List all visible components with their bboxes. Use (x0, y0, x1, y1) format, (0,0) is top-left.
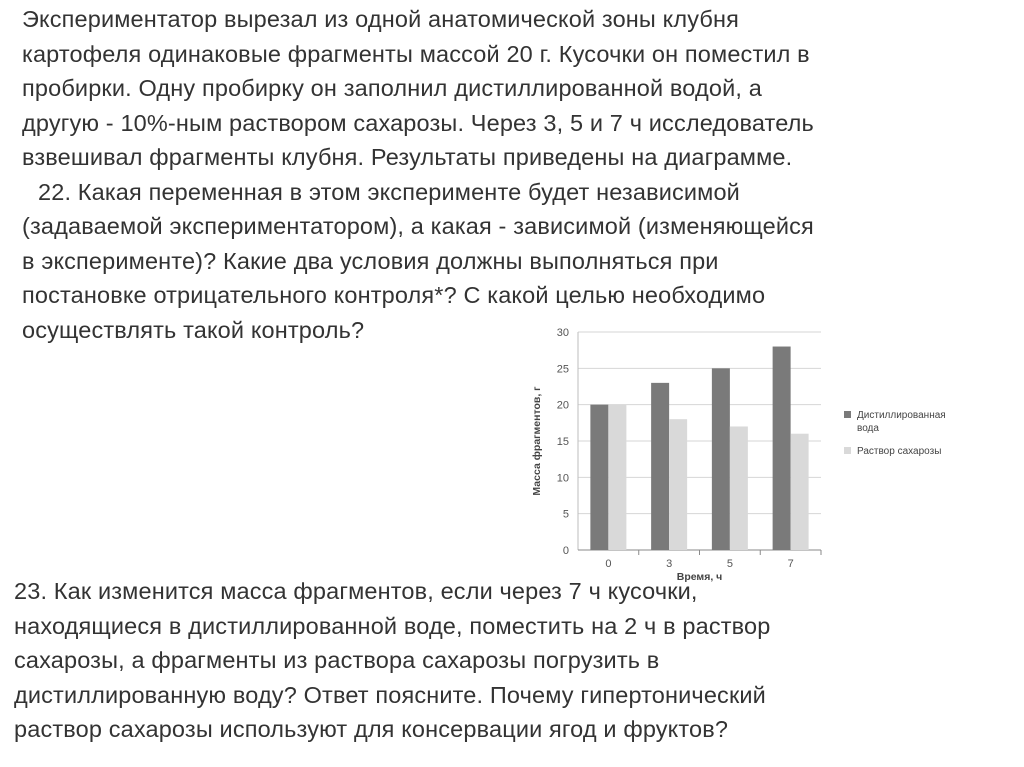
text-line: пробирки. Одну пробирку он заполнил дистиллированной водой, а (22, 75, 762, 101)
text-line: осуществлять такой контроль? (22, 316, 365, 343)
bar-sucrose (608, 405, 626, 550)
text-line: (задаваемой экспериментатором), а какая - зависимой (изменяющейся (22, 213, 814, 239)
x-tick-label: 3 (666, 558, 673, 570)
x-tick-label: 0 (605, 558, 612, 570)
y-tick-label: 20 (556, 399, 569, 412)
bar-sucrose (791, 434, 809, 550)
text-line: сахарозы, а фрагменты из раствора сахарозы погрузить в (14, 647, 660, 673)
text-line: находящиеся в дистиллированной воде, поместить на 2 ч в раствор (14, 612, 771, 639)
y-tick-label: 0 (562, 545, 569, 557)
y-tick-label: 10 (556, 472, 569, 485)
bar-chart (510, 318, 990, 588)
y-tick-label: 30 (556, 327, 569, 339)
bar-sucrose (730, 426, 748, 550)
legend-swatch (844, 411, 851, 418)
bar-water (590, 405, 608, 550)
bar-water (712, 368, 730, 550)
text-line: картофеля одинаковые фрагменты массой 20 г. Кусочки он поместил в (22, 40, 810, 67)
x-tick-label: 7 (787, 558, 794, 570)
text-line: раствор сахарозы используют для консервации ягод и фруктов? (14, 716, 729, 742)
legend-label: Дистиллированная (857, 410, 946, 421)
text-line: взвешивал фрагменты клубня. Результаты приведены на диаграмме. (22, 144, 793, 170)
text-line: Экспериментатор вырезал из одной анатомической зоны клубня (22, 6, 739, 32)
legend-label: вода (857, 423, 879, 434)
y-tick-label: 15 (556, 436, 569, 448)
problem-statement (22, 2, 1012, 347)
text-line: другую - 10%-ным раствором сахарозы. Через 3, 5 и 7 ч исследователь (22, 109, 814, 136)
x-axis-title: Время, ч (676, 571, 723, 583)
bar-sucrose (669, 419, 687, 550)
text-line: в эксперименте)? Какие два условия должны выполняться при (22, 247, 719, 274)
question-23 (14, 574, 1014, 747)
question-22-line: 22. Какая переменная в этом эксперименте будет независимой (38, 178, 740, 205)
y-tick-label: 5 (562, 508, 569, 521)
legend-swatch (844, 447, 851, 454)
x-tick-label: 5 (726, 558, 733, 570)
text-line: постановке отрицательного контроля*? С какой целью необходимо (22, 282, 766, 308)
text-line: 23. Как изменится масса фрагментов, если через 7 ч кусочки, (14, 578, 698, 604)
text-line: дистиллированную воду? Ответ поясните. Почему гипертонический (14, 681, 766, 708)
bar-water (773, 347, 791, 550)
legend-label: Раствор сахарозы (857, 446, 942, 457)
bar-water (651, 383, 669, 550)
y-axis-title: Масса фрагментов, г (531, 386, 543, 496)
y-tick-label: 25 (556, 363, 569, 376)
